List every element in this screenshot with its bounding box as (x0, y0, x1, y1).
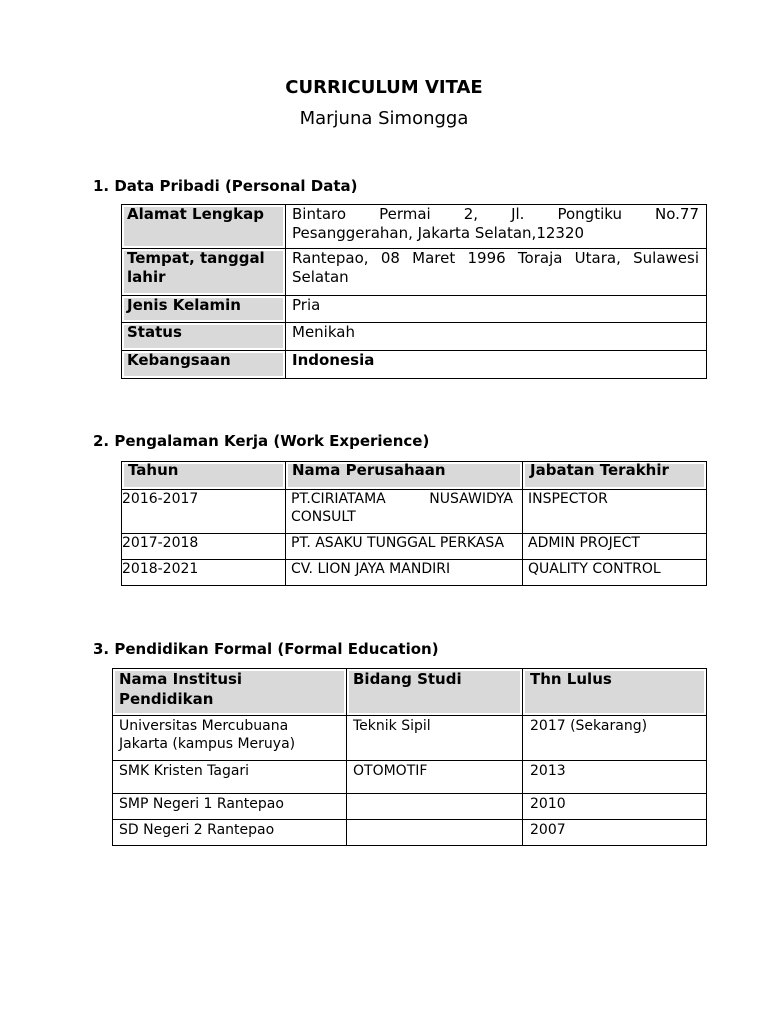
section-heading-formal-education: 3. Pendidikan Formal (Formal Education) (93, 640, 439, 658)
status-row (122, 323, 707, 351)
work-year: 2017-2018 (122, 534, 286, 560)
address-row (122, 205, 707, 249)
education-header-row (113, 669, 707, 716)
work-company: CV. LION JAYA MANDIRI (286, 560, 523, 586)
education-col-institution: Nama Institusi Pendidikan (113, 669, 347, 716)
address-line-2: Pesanggerahan, Jakarta Selatan,12320 (292, 224, 585, 242)
work-year: 2016-2017 (122, 490, 286, 534)
education-graduation-year: 2017 (Sekarang) (523, 716, 707, 761)
formal-education-table (112, 668, 707, 846)
gender-label: Jenis Kelamin (122, 296, 286, 323)
education-row (113, 716, 707, 761)
education-graduation-year: 2007 (523, 820, 707, 846)
education-field (347, 794, 523, 820)
address-label: Alamat Lengkap (122, 205, 286, 249)
education-col-graduation-year: Thn Lulus (523, 669, 707, 716)
work-row (122, 560, 707, 586)
work-col-year: Tahun (122, 462, 286, 490)
education-institution: SD Negeri 2 Rantepao (113, 820, 347, 846)
nationality-value: Indonesia (286, 351, 707, 379)
gender-value: Pria (286, 296, 707, 323)
nationality-label: Kebangsaan (122, 351, 286, 379)
gender-row (122, 296, 707, 323)
education-field (347, 820, 523, 846)
birth-label: Tempat, tanggal lahir (122, 249, 286, 296)
education-row (113, 820, 707, 846)
education-graduation-year: 2013 (523, 761, 707, 794)
nationality-row (122, 351, 707, 379)
cv-title: CURRICULUM VITAE (285, 77, 483, 98)
work-col-company: Nama Perusahaan (286, 462, 523, 490)
work-row (122, 534, 707, 560)
status-value: Menikah (286, 323, 707, 351)
work-position: INSPECTOR (523, 490, 707, 534)
education-institution: SMP Negeri 1 Rantepao (113, 794, 347, 820)
section-heading-work-experience: 2. Pengalaman Kerja (Work Experience) (93, 432, 430, 450)
education-field: Teknik Sipil (347, 716, 523, 761)
work-col-position: Jabatan Terakhir (523, 462, 707, 490)
work-row (122, 490, 707, 534)
address-value (286, 205, 707, 249)
education-graduation-year: 2010 (523, 794, 707, 820)
birth-value: Rantepao, 08 Maret 1996 Toraja Utara, Sulawesi Selatan (286, 249, 707, 296)
education-col-field: Bidang Studi (347, 669, 523, 716)
education-row (113, 761, 707, 794)
cv-person-name: Marjuna Simongga (299, 108, 469, 129)
education-field: OTOMOTIF (347, 761, 523, 794)
education-institution: SMK Kristen Tagari (113, 761, 347, 794)
work-header-row (122, 462, 707, 490)
personal-data-table (121, 204, 707, 379)
education-institution: Universitas Mercubuana Jakarta (kampus Meruya) (113, 716, 347, 761)
work-experience-table (121, 461, 707, 586)
work-company: PT. ASAKU TUNGGAL PERKASA (286, 534, 523, 560)
work-year: 2018-2021 (122, 560, 286, 586)
section-heading-personal-data: 1. Data Pribadi (Personal Data) (93, 177, 358, 195)
work-position: QUALITY CONTROL (523, 560, 707, 586)
status-label: Status (122, 323, 286, 351)
address-line-1: Bintaro Permai 2, Jl. Pongtiku No.77 (292, 205, 699, 223)
work-position: ADMIN PROJECT (523, 534, 707, 560)
work-company: PT.CIRIATAMA NUSAWIDYA CONSULT (286, 490, 523, 534)
birth-row (122, 249, 707, 296)
education-row (113, 794, 707, 820)
